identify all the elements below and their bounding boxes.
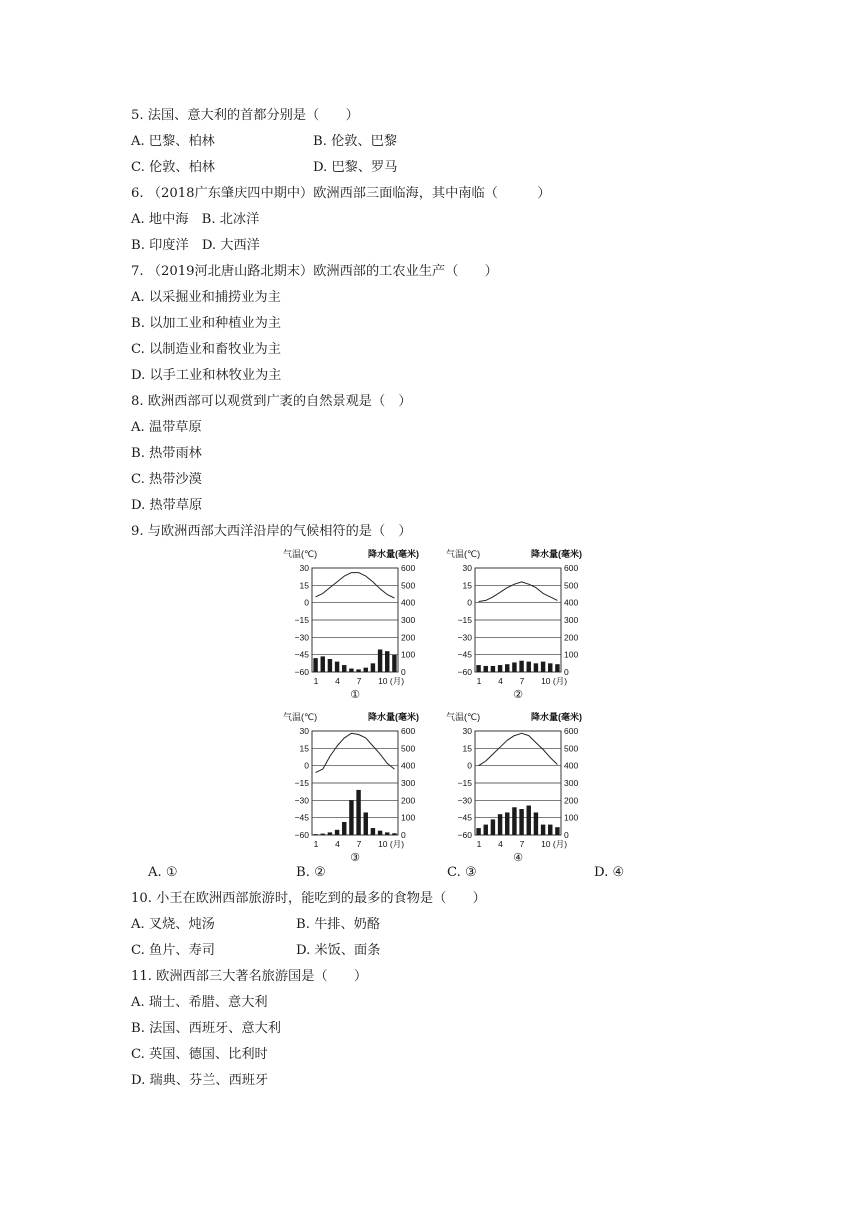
precipitation-bar xyxy=(548,825,552,835)
q9-option-d: D. ④ xyxy=(594,865,625,880)
x-tick-label: 7 xyxy=(356,676,362,686)
right-tick-label: 300 xyxy=(564,778,579,788)
left-tick-label: 15 xyxy=(462,743,472,754)
left-tick-label: 0 xyxy=(467,760,472,771)
left-tick-label: −60 xyxy=(294,667,309,677)
precipitation-bar xyxy=(392,833,396,835)
precipitation-bar xyxy=(364,812,368,835)
q7-stem: 7. （2019河北唐山路北期末）欧洲西部的工农业生产（ ） xyxy=(131,264,498,279)
x-tick-label: 4 xyxy=(335,839,340,849)
precipitation-bar xyxy=(371,663,375,672)
q11-option-c: C. 英国、德国、比利时 xyxy=(131,1047,268,1062)
q11-option-a: A. 瑞士、希腊、意大利 xyxy=(131,995,268,1010)
q6-options-ab: A. 地中海 B. 北冰洋 xyxy=(131,212,260,227)
left-tick-label: −30 xyxy=(457,632,472,643)
right-tick-label: 100 xyxy=(564,812,579,823)
x-tick-label: 4 xyxy=(335,676,340,686)
left-tick-label: 0 xyxy=(304,597,309,608)
precipitation-bar xyxy=(491,819,495,835)
precipitation-bar xyxy=(335,662,339,672)
q7-option-a: A. 以采掘业和捕捞业为主 xyxy=(131,290,281,305)
right-tick-label: 500 xyxy=(401,743,416,754)
right-tick-label: 100 xyxy=(564,649,579,660)
precipitation-bar xyxy=(328,832,332,835)
precipitation-bar xyxy=(364,668,368,672)
x-tick-label: 1 xyxy=(476,676,482,686)
precipitation-bar xyxy=(505,812,509,835)
precipitation-bar xyxy=(342,822,346,835)
precipitation-bar xyxy=(527,806,531,835)
precipitation-bar xyxy=(378,649,382,672)
q11-option-d: D. 瑞典、芬兰、西班牙 xyxy=(131,1073,269,1088)
left-tick-label: 15 xyxy=(299,743,309,754)
precipitation-bar xyxy=(349,669,353,672)
right-tick-label: 400 xyxy=(564,760,579,771)
precipitation-bar xyxy=(313,658,317,672)
precipitation-bar xyxy=(527,662,531,672)
right-tick-label: 600 xyxy=(564,726,579,736)
climate-chart-2 xyxy=(444,546,584,706)
x-tick-label: 1 xyxy=(313,839,319,849)
right-tick-label: 100 xyxy=(401,649,416,660)
left-tick-label: 30 xyxy=(299,726,309,736)
q10-option-d: D. 米饭、面条 xyxy=(296,943,381,958)
q6-stem: 6. （2018广东肇庆四中期中）欧洲西部三面临海，其中南临（ ） xyxy=(131,186,551,201)
temperature-line xyxy=(479,582,558,602)
right-tick-label: 0 xyxy=(564,667,569,677)
right-tick-label: 200 xyxy=(401,632,416,643)
left-axis-title: 气温(℃) xyxy=(446,712,481,722)
left-axis-title: 气温(℃) xyxy=(446,549,481,559)
left-tick-label: −45 xyxy=(294,649,309,660)
right-tick-label: 100 xyxy=(401,812,416,823)
precipitation-bar xyxy=(356,790,360,835)
precipitation-bar xyxy=(335,830,339,835)
temperature-line xyxy=(479,733,558,765)
q8-option-b: B. 热带雨林 xyxy=(131,446,202,461)
q8-option-d: D. 热带草原 xyxy=(131,498,203,513)
q5-option-c: C. 伦敦、柏林 xyxy=(131,160,215,175)
q11-stem: 11. 欧洲西部三大著名旅游国是（ ） xyxy=(131,969,368,984)
right-axis-title: 降水量(毫米) xyxy=(368,712,419,722)
left-tick-label: −45 xyxy=(457,812,472,823)
right-tick-label: 0 xyxy=(401,830,406,840)
q11-option-b: B. 法国、西班牙、意大利 xyxy=(131,1021,281,1036)
precipitation-bar xyxy=(328,659,332,672)
q7-option-c: C. 以制造业和畜牧业为主 xyxy=(131,342,281,357)
precipitation-bar xyxy=(519,661,523,672)
left-tick-label: −60 xyxy=(457,830,472,840)
precipitation-bar xyxy=(476,828,480,835)
precipitation-bar xyxy=(484,666,488,672)
q10-stem: 10. 小王在欧洲西部旅游时，能吃到的最多的食物是（ ） xyxy=(131,891,486,906)
right-tick-label: 200 xyxy=(401,795,416,806)
x-tick-label: 10 (月) xyxy=(378,676,405,686)
left-tick-label: −60 xyxy=(294,830,309,840)
left-tick-label: −30 xyxy=(294,632,309,643)
q9-option-a: A. ① xyxy=(148,865,178,880)
right-tick-label: 0 xyxy=(401,667,406,677)
q9-stem: 9. 与欧洲西部大西洋沿岸的气候相符的是（ ） xyxy=(131,524,412,539)
precipitation-bar xyxy=(321,656,325,672)
climate-chart-1 xyxy=(281,546,421,706)
chart-caption: ③ xyxy=(350,852,360,864)
climate-chart-4 xyxy=(444,709,584,869)
precipitation-bar xyxy=(519,809,523,835)
left-tick-label: −30 xyxy=(457,795,472,806)
right-axis-title: 降水量(毫米) xyxy=(531,549,582,559)
x-tick-label: 1 xyxy=(313,676,319,686)
right-tick-label: 500 xyxy=(564,743,579,754)
q10-option-a: A. 叉烧、炖汤 xyxy=(131,917,215,932)
climate-chart-3 xyxy=(281,709,421,869)
precipitation-bar xyxy=(534,812,538,835)
precipitation-bar xyxy=(349,800,353,835)
left-tick-label: 30 xyxy=(462,726,472,736)
left-tick-label: 0 xyxy=(467,597,472,608)
q5-option-d: D. 巴黎、罗马 xyxy=(313,160,398,175)
right-tick-label: 600 xyxy=(564,563,579,573)
q5-stem: 5. 法国、意大利的首都分别是（ ） xyxy=(131,108,359,123)
precipitation-bar xyxy=(555,827,559,835)
left-tick-label: −15 xyxy=(294,615,309,625)
precipitation-bar xyxy=(534,663,538,672)
precipitation-bar xyxy=(498,665,502,672)
temperature-line xyxy=(316,733,395,772)
left-tick-label: −60 xyxy=(457,667,472,677)
precipitation-bar xyxy=(378,831,382,835)
x-tick-label: 7 xyxy=(356,839,362,849)
left-tick-label: 30 xyxy=(462,563,472,573)
chart-caption: ④ xyxy=(513,852,523,864)
x-tick-label: 7 xyxy=(519,839,525,849)
precipitation-bar xyxy=(392,655,396,672)
left-tick-label: 15 xyxy=(462,580,472,591)
right-tick-label: 300 xyxy=(401,615,416,625)
left-tick-label: 15 xyxy=(299,580,309,591)
x-tick-label: 7 xyxy=(519,676,525,686)
x-tick-label: 4 xyxy=(498,676,503,686)
right-tick-label: 300 xyxy=(564,615,579,625)
precipitation-bar xyxy=(541,825,545,835)
precipitation-bar xyxy=(512,662,516,672)
precipitation-bar xyxy=(476,665,480,672)
right-tick-label: 200 xyxy=(564,632,579,643)
right-tick-label: 600 xyxy=(401,563,416,573)
left-axis-title: 气温(℃) xyxy=(283,712,318,722)
q10-option-b: B. 牛排、奶酪 xyxy=(296,917,381,932)
x-tick-label: 10 (月) xyxy=(541,839,568,849)
precipitation-bar xyxy=(548,663,552,672)
right-axis-title: 降水量(毫米) xyxy=(531,712,582,722)
precipitation-bar xyxy=(555,664,559,672)
precipitation-bar xyxy=(385,832,389,835)
left-tick-label: −45 xyxy=(457,649,472,660)
x-tick-label: 1 xyxy=(476,839,482,849)
right-tick-label: 400 xyxy=(564,597,579,608)
chart-caption: ② xyxy=(513,689,523,701)
x-tick-label: 10 (月) xyxy=(378,839,405,849)
q7-option-b: B. 以加工业和种植业为主 xyxy=(131,316,281,331)
q8-option-a: A. 温带草原 xyxy=(131,420,202,435)
q5-option-b: B. 伦敦、巴黎 xyxy=(313,134,398,149)
q9-option-b: B. ② xyxy=(296,865,326,880)
precipitation-bar xyxy=(541,662,545,672)
q7-option-d: D. 以手工业和林牧业为主 xyxy=(131,368,282,383)
left-tick-label: −15 xyxy=(457,615,472,625)
precipitation-bar xyxy=(498,814,502,835)
right-tick-label: 500 xyxy=(401,580,416,591)
right-tick-label: 300 xyxy=(401,778,416,788)
left-tick-label: −45 xyxy=(294,812,309,823)
precipitation-bar xyxy=(313,834,317,835)
q8-stem: 8. 欧洲西部可以观赏到广袤的自然景观是（ ） xyxy=(131,394,412,409)
precipitation-bar xyxy=(505,664,509,672)
precipitation-bar xyxy=(512,807,516,835)
left-tick-label: −15 xyxy=(294,778,309,788)
right-tick-label: 400 xyxy=(401,597,416,608)
left-tick-label: −30 xyxy=(294,795,309,806)
precipitation-bar xyxy=(385,651,389,672)
precipitation-bar xyxy=(321,834,325,835)
precipitation-bar xyxy=(484,825,488,835)
precipitation-bar xyxy=(371,828,375,835)
precipitation-bar xyxy=(342,665,346,672)
q9-option-c: C. ③ xyxy=(447,865,477,880)
q10-option-c: C. 鱼片、寿司 xyxy=(131,943,215,958)
left-tick-label: 30 xyxy=(299,563,309,573)
q6-options-bd: B. 印度洋 D. 大西洋 xyxy=(131,238,260,253)
chart-caption: ① xyxy=(350,689,360,701)
right-tick-label: 0 xyxy=(564,830,569,840)
x-tick-label: 4 xyxy=(498,839,503,849)
precipitation-bar xyxy=(491,666,495,672)
left-axis-title: 气温(℃) xyxy=(283,549,318,559)
right-tick-label: 500 xyxy=(564,580,579,591)
right-tick-label: 200 xyxy=(564,795,579,806)
q8-option-c: C. 热带沙漠 xyxy=(131,472,202,487)
left-tick-label: −15 xyxy=(457,778,472,788)
right-tick-label: 600 xyxy=(401,726,416,736)
right-axis-title: 降水量(毫米) xyxy=(368,549,419,559)
right-tick-label: 400 xyxy=(401,760,416,771)
q5-option-a: A. 巴黎、柏林 xyxy=(131,134,215,149)
left-tick-label: 0 xyxy=(304,760,309,771)
x-tick-label: 10 (月) xyxy=(541,676,568,686)
precipitation-bar xyxy=(356,669,360,672)
